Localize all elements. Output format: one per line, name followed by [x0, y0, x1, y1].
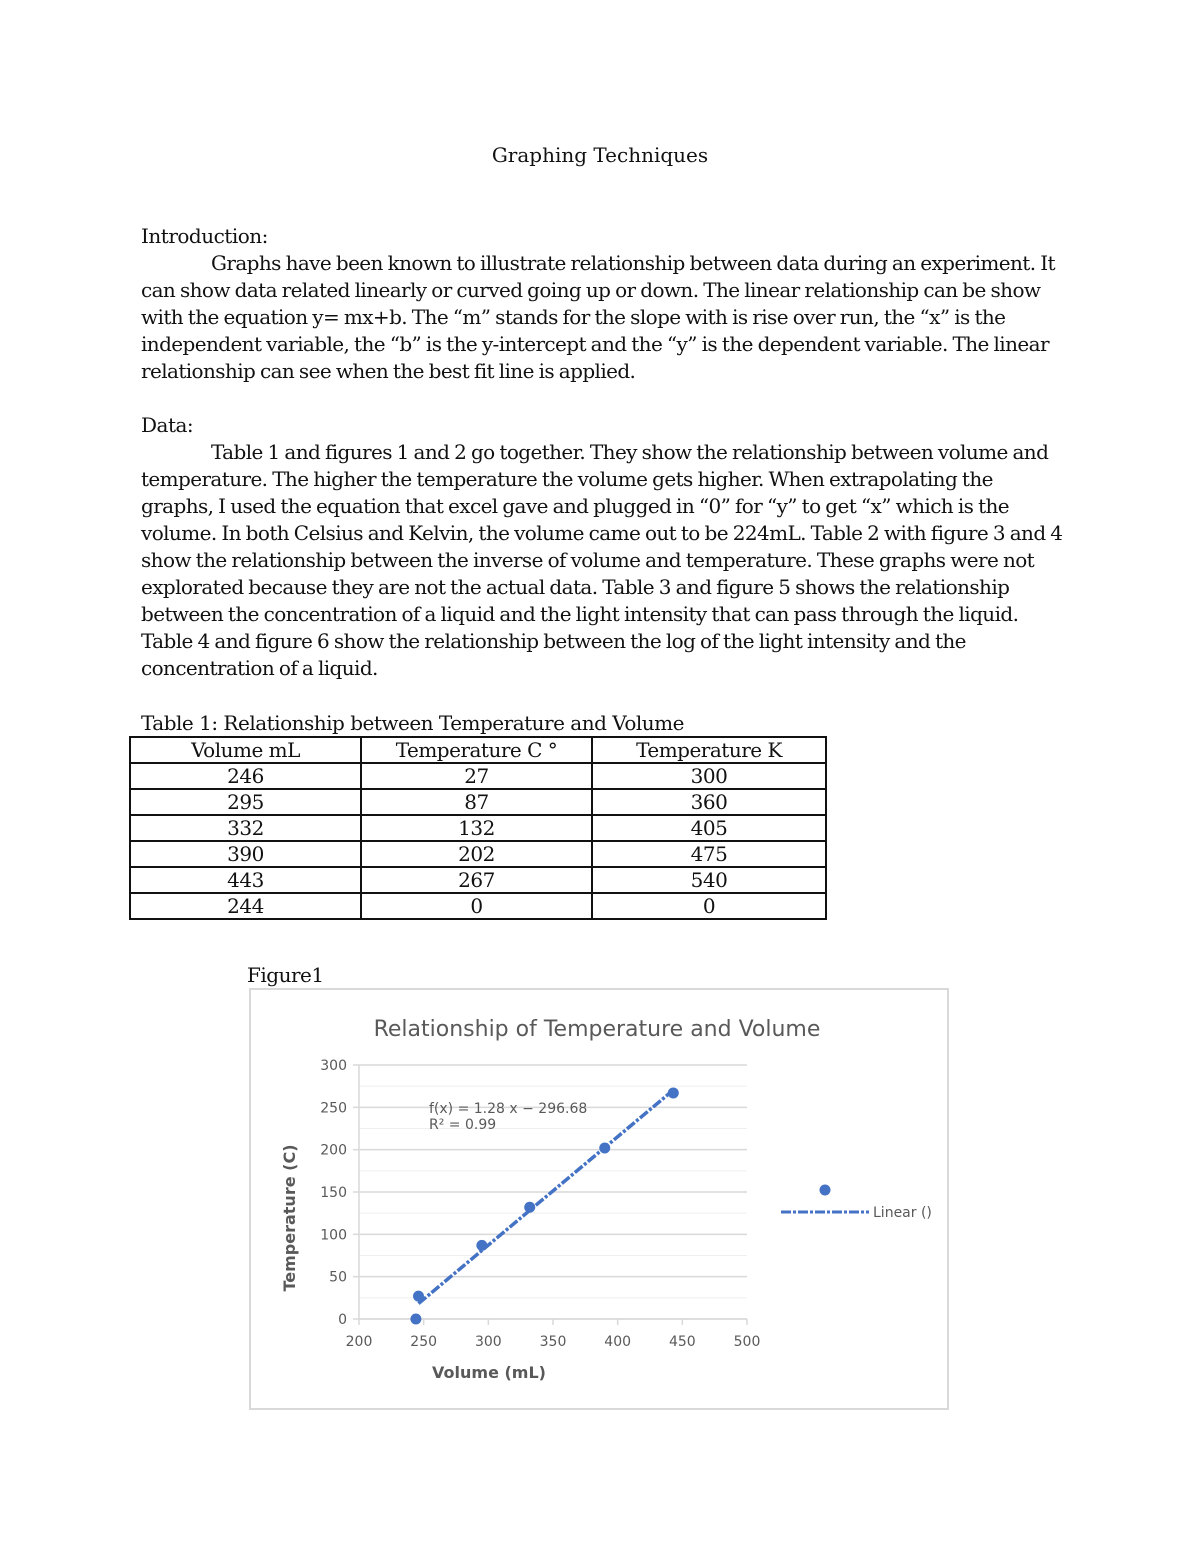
legend-entry-linear: Linear ()	[873, 1205, 932, 1221]
table-row	[130, 789, 826, 815]
table-cell: 132	[361, 815, 592, 841]
data-point	[413, 1291, 424, 1302]
x-tick-label: 200	[345, 1334, 373, 1350]
table1	[129, 736, 827, 920]
table-cell: 0	[361, 893, 592, 919]
table-cell: 267	[361, 867, 592, 893]
table-cell: 405	[592, 815, 826, 841]
x-tick-label: 350	[539, 1334, 567, 1350]
data-point	[668, 1087, 679, 1098]
x-tick-label: 400	[604, 1334, 632, 1350]
x-tick-label: 300	[474, 1334, 502, 1350]
introduction-paragraph: Graphs have been known to illustrate relationship between data during an experiment. It can show data related linearly or curved going up or down. The linear relationship can be show with the equation y= mx+b. The “m” stands for the slope with is rise over run, the “x” is the independent variable, the “b” is the y-intercept and the “y” is the dependent variable. The linear relationship can see when the best fit line is applied.	[141, 251, 1055, 383]
x-tick-label: 500	[733, 1334, 761, 1350]
trendline-r2: R² = 0.99	[429, 1117, 497, 1133]
y-tick-label: 0	[338, 1312, 347, 1328]
table-header-row	[130, 737, 826, 763]
table-cell: 540	[592, 867, 826, 893]
table-cell: 300	[592, 763, 826, 789]
x-tick-label: 450	[668, 1334, 696, 1350]
document-title: Graphing Techniques	[491, 143, 709, 167]
y-axis-label: Temperature (C)	[280, 1144, 299, 1292]
figure1-label: Figure1	[247, 963, 324, 987]
data-heading: Data:	[141, 413, 194, 437]
figure1-chart	[249, 988, 949, 1410]
table-row	[130, 815, 826, 841]
table-row	[130, 893, 826, 919]
table-header-cell: Temperature C °	[361, 737, 592, 763]
table-cell: 87	[361, 789, 592, 815]
y-tick-label: 300	[320, 1058, 347, 1074]
table-cell: 475	[592, 841, 826, 867]
y-tick-label: 200	[320, 1142, 347, 1159]
table-cell: 0	[592, 893, 826, 919]
table-cell: 27	[361, 763, 592, 789]
table-cell: 360	[592, 789, 826, 815]
data-point	[476, 1240, 487, 1251]
introduction-section	[141, 250, 1066, 385]
y-tick-label: 100	[320, 1227, 347, 1244]
y-tick-label: 50	[329, 1269, 347, 1286]
table-cell: 390	[130, 841, 361, 867]
table-row	[130, 763, 826, 789]
table-header-cell: Volume mL	[130, 737, 361, 763]
table-cell: 443	[130, 867, 361, 893]
table-cell: 202	[361, 841, 592, 867]
table-cell: 246	[130, 763, 361, 789]
chart-svg	[251, 990, 951, 1412]
data-section	[141, 439, 1066, 682]
legend-marker	[820, 1185, 831, 1196]
data-paragraph: Table 1 and figures 1 and 2 go together. They show the relationship between volume and temperature. The higher the temperature the volume gets higher. When extrapolating the graphs, I used the equation that excel gave and plugged in “0” for “y” to get “x” which is the volume. In both Celsius and Kelvin, the volume came out to be 224mL. Table 2 with figure 3 and 4 show the relationship between the inverse of volume and temperature. These graphs were not explorated because they are not the actual data. Table 3 and figure 5 shows the relationship between the concentration of a liquid and the light intensity that can pass through the liquid. Table 4 and figure 6 show the relationship between the log of the light intensity and the concentration of a liquid.	[141, 440, 1063, 680]
y-tick-label: 250	[320, 1100, 347, 1117]
table-row	[130, 841, 826, 867]
table-cell: 244	[130, 893, 361, 919]
table-cell: 332	[130, 815, 361, 841]
y-tick-label: 150	[320, 1185, 347, 1201]
data-point	[410, 1314, 421, 1325]
trendline-equation: f(x) = 1.28 x − 296.68	[429, 1101, 588, 1117]
chart-legend	[781, 1185, 932, 1222]
table-row	[130, 867, 826, 893]
table1-caption: Table 1: Relationship between Temperature and Volume	[141, 711, 684, 735]
x-tick-label: 250	[410, 1334, 438, 1350]
table-header-cell: Temperature K	[592, 737, 826, 763]
table-cell: 295	[130, 789, 361, 815]
data-point	[524, 1202, 535, 1213]
introduction-heading: Introduction:	[141, 224, 268, 248]
chart-title: Relationship of Temperature and Volume	[373, 1017, 821, 1042]
data-point	[599, 1142, 610, 1153]
x-axis-label: Volume (mL)	[432, 1363, 546, 1382]
